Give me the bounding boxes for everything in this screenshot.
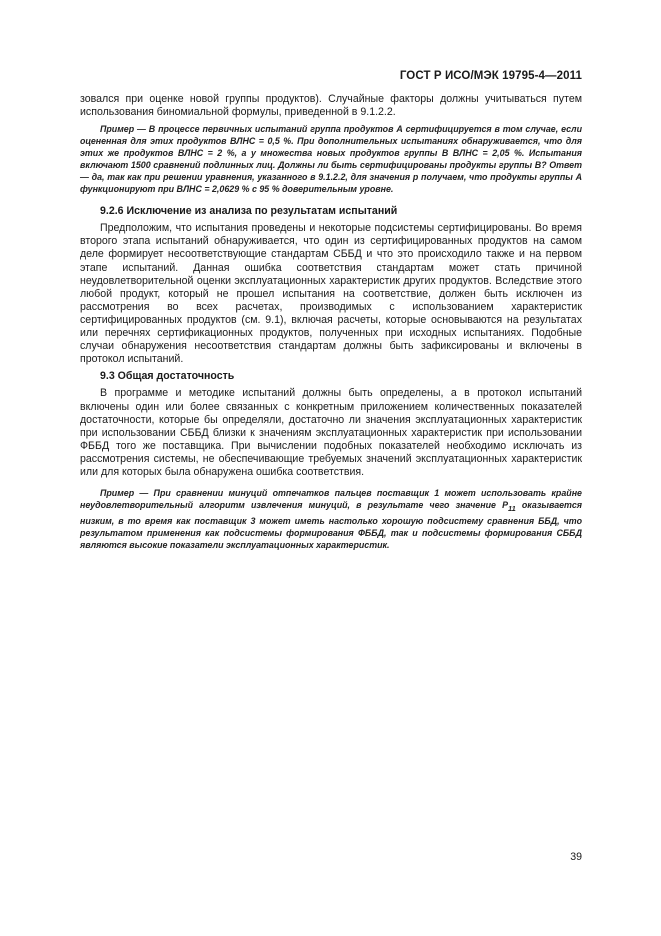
example-paragraph-1: Пример — В процессе первичных испытаний группа продуктов А сертифицируется в том случае, если оцененная для этих продуктов ВЛНС = 0,5 %. При дополнительных испытаниях обнаруживается, что для этих же продуктов ВЛНС = 2 %, а у множества новых продуктов группы В ВЛНС = 2,05 %. Испытания включают 1500 сравнений подлинных лиц. Должны ли быть сертифицированы продукты группы В? Ответ — да, так как при решении уравнения, указанного в 9.1.2.2, для значения p получаем, что продукты группы А функционируют при ВЛНС = 2,0629 % с 95 % доверительным уровне. — [80, 124, 582, 195]
section-heading-9-3: 9.3 Общая достаточность — [100, 370, 235, 383]
section-heading-9-2-6: 9.2.6 Исключение из анализа по результатам испытаний — [100, 205, 398, 218]
example-2-subscript: 11 — [508, 503, 516, 513]
page-number: 39 — [570, 851, 582, 863]
paragraph-exclusion: Предположим, что испытания проведены и некоторые подсистемы сертифицированы. Во время второго этапа испытаний обнаруживается, что один из сертифицированных продуктов на самом деле формирует несоответствующие стандартам СББД и что это происходило также и на первом этапе испытаний. Данная ошибка соответствия стандартам может стать причиной неудовлетворительной оценки эксплуатационных характеристик других продуктов. Вследствие этого любой продукт, который не прошел испытания на соответствие, должен быть исключен из рассмотрения во всех расчетах, производимых с использованием характеристик сертифицированных продуктов (см. 9.1), включая расчеты, которые основываются на результатах или перечнях сертификационных продуктов, полученных при исходных испытаниях. Подобные случаи обнаружения несоответствия стандартам должны быть зафиксированы и включены в протокол испытаний. — [80, 222, 582, 366]
example-2-text-end: оказывается низким, в то время как поставщик 3 может иметь настолько хорошую подсистему сравнения ББД, что результатом применения как подсистемы формирования ФББД, так и подсистемы формирования СББД являются высокие показатели эксплуатационных характеристик. — [80, 500, 582, 550]
example-2-text-start: Пример — При сравнении минуций отпечатков пальцев поставщик 1 может использовать крайне неудовлетворительный алгоритм извлечения минуций, в результате чего значение P — [80, 488, 582, 511]
page-content — [80, 93, 582, 551]
example-paragraph-2 — [80, 487, 582, 551]
document-header: ГОСТ Р ИСО/МЭК 19795-4—2011 — [399, 70, 582, 82]
paragraph-sufficiency: В программе и методике испытаний должны быть определены, а в протокол испытаний включены один или более связанных с конкретным приложением количественных показателей достаточности, которые бы определяли, достаточно ли значения эксплуатационных характеристик при использовании СББД близки к значениям эксплуатационных характеристик при использовании ФББД того же поставщика. При вычислении подобных показателей необходимо исключать из рассмотрения системы, не обеспечивающие требуемых значений эксплуатационных характеристик или для которых была обнаружена ошибка соответствия. — [80, 387, 582, 478]
paragraph-continuation: зовался при оценке новой группы продуктов). Случайные факторы должны учитываться путем использования биномиальной формулы, приведенной в 9.1.2.2. — [80, 93, 582, 119]
